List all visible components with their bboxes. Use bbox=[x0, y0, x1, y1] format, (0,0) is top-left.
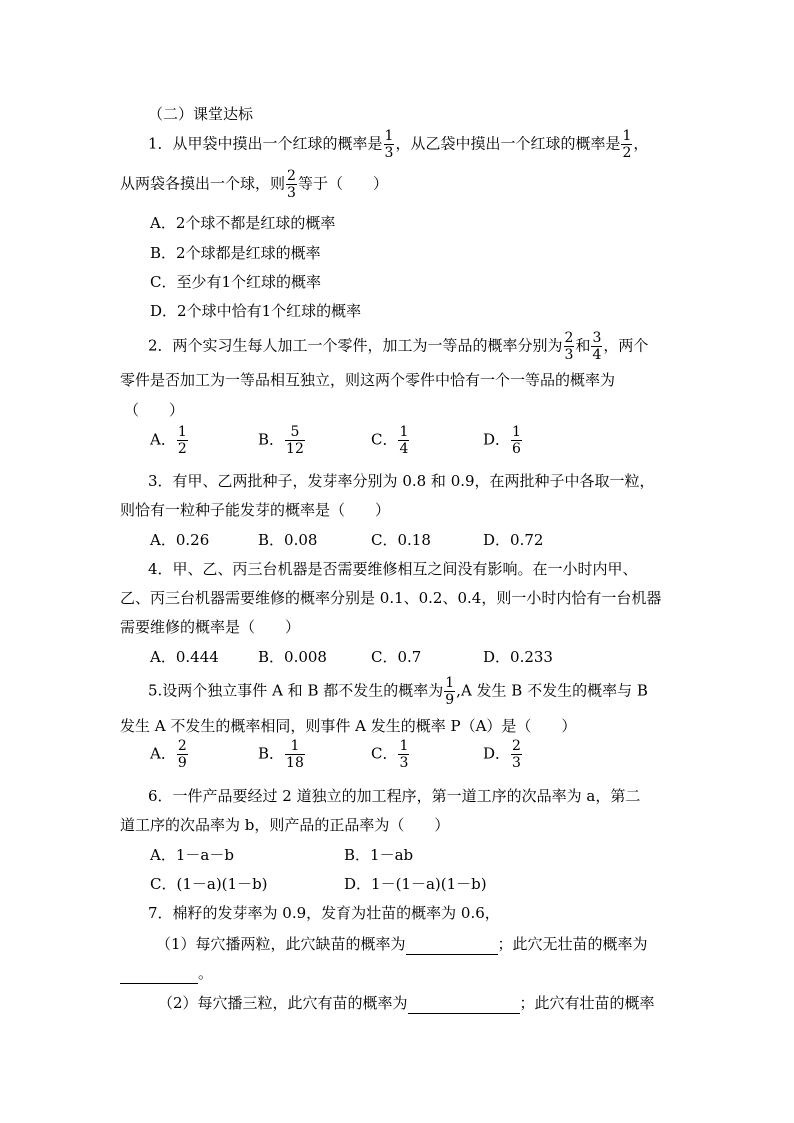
q1-text-e: 等于（ ） bbox=[297, 174, 388, 193]
q5-option-b-frac: $\frac{1}{18}$ bbox=[286, 738, 304, 771]
q1-frac-3: $\frac{2}{3}$ bbox=[287, 168, 296, 201]
q3-line2: 则恰有一粒种子能发芽的概率是（ ） bbox=[120, 501, 391, 519]
q4-option-a: A．0.444 bbox=[150, 648, 219, 666]
q4-line2: 乙、丙三台机器需要维修的概率分别是 0.1、0.2、0.4，则一小时内恰有一台机器 bbox=[120, 589, 662, 607]
q2-frac-1: $\frac{2}{3}$ bbox=[564, 330, 574, 363]
q6-option-b: B．1－ab bbox=[344, 846, 414, 864]
q1-option-b: B．2个球都是红球的概率 bbox=[150, 244, 321, 262]
q6-option-a: A．1－a－b bbox=[150, 846, 234, 864]
q1-line1 bbox=[148, 128, 648, 161]
q2-line1 bbox=[148, 330, 648, 363]
q2-option-c: C． $\frac{1}{4}$ bbox=[371, 424, 409, 457]
q5-text-b: ,A 发生 B 不发生的概率与 B bbox=[456, 681, 648, 700]
q2-text-a: 2．两个实习生每人加工一个零件，加工为一等品的概率分别为 bbox=[148, 336, 563, 355]
q2-text-and: 和 bbox=[575, 336, 591, 355]
q7-blank-2[interactable] bbox=[120, 963, 198, 984]
q7-blank-3[interactable] bbox=[408, 993, 520, 1014]
q1-option-d: D．2个球中恰有1个红球的概率 bbox=[150, 302, 362, 320]
q2-frac-2: $\frac{3}{4}$ bbox=[592, 330, 602, 363]
q4-option-c: C．0.7 bbox=[371, 648, 422, 666]
q2-option-b: B． $\frac{5}{12}$ bbox=[258, 424, 304, 457]
q3-option-b: B．0.08 bbox=[258, 531, 318, 549]
q7-sub2 bbox=[158, 993, 655, 1014]
q4-option-d: D．0.233 bbox=[483, 648, 553, 666]
q5-frac-1: $\frac{1}{9}$ bbox=[445, 675, 455, 708]
q1-option-a: A．2个球不都是红球的概率 bbox=[150, 214, 336, 232]
q1-line2 bbox=[120, 168, 388, 201]
q2-line2: 零件是否加工为一等品相互独立，则这两个零件中恰有一个一等品的概率为 bbox=[120, 371, 616, 389]
q5-option-c: C． $\frac{1}{3}$ bbox=[371, 738, 409, 771]
q1-text-c: ， bbox=[633, 134, 649, 153]
q6-line1: 6．一件产品要经过 2 道独立的加工程序，第一道工序的次品率为 a，第二 bbox=[148, 787, 641, 805]
q2-option-d: D． $\frac{1}{6}$ bbox=[483, 424, 521, 457]
q7-sub2-text-b: ；此穴有壮苗的概率 bbox=[519, 994, 655, 1012]
q2-option-a: A． $\frac{1}{2}$ bbox=[150, 424, 187, 457]
q7-sub1-text-a: （1）每穴播两粒，此穴缺苗的概率为 bbox=[156, 935, 406, 953]
q7-sub1-text-c: 。 bbox=[198, 964, 214, 982]
q5-line2: 发生 A 不发生的概率相同，则事件 A 发生的概率 P（A）是（ ） bbox=[120, 717, 577, 735]
q5-option-a: A． $\frac{2}{9}$ bbox=[150, 738, 187, 771]
q4-line1: 4．甲、乙、丙三台机器是否需要维修相互之间没有影响。在一小时内甲、 bbox=[148, 560, 638, 578]
q5-line1 bbox=[148, 675, 648, 708]
q2-text-b: ，两个 bbox=[603, 336, 649, 355]
q5-text-a: 5.设两个独立事件 A 和 B 都不发生的概率为 bbox=[148, 681, 444, 700]
q2-option-b-frac: $\frac{5}{12}$ bbox=[286, 424, 304, 457]
q1-text-a: 1．从甲袋中摸出一个红球的概率是 bbox=[148, 134, 383, 153]
q1-text-b: ，从乙袋中摸出一个红球的概率是 bbox=[395, 134, 621, 153]
q4-option-b: B．0.008 bbox=[258, 648, 327, 666]
q5-option-a-frac: $\frac{2}{9}$ bbox=[177, 738, 187, 771]
q5-option-b: B． $\frac{1}{18}$ bbox=[258, 738, 304, 771]
section-title: （二）课堂达标 bbox=[148, 105, 254, 123]
q2-option-d-frac: $\frac{1}{6}$ bbox=[512, 424, 521, 457]
q3-option-a: A．0.26 bbox=[150, 531, 210, 549]
q7-line1: 7．棉籽的发芽率为 0.9，发育为壮苗的概率为 0.6， bbox=[148, 904, 500, 922]
q3-line1: 3．有甲、乙两批种子，发芽率分别为 0.8 和 0.9，在两批种子中各取一粒， bbox=[148, 472, 655, 490]
q5-option-d-frac: $\frac{2}{3}$ bbox=[512, 738, 521, 771]
q3-option-d: D．0.72 bbox=[483, 531, 544, 549]
q2-option-c-frac: $\frac{1}{4}$ bbox=[399, 424, 409, 457]
q6-option-d: D．1－(1－a)(1－b) bbox=[344, 875, 487, 893]
q5-option-c-frac: $\frac{1}{3}$ bbox=[399, 738, 409, 771]
q1-frac-1: $\frac{1}{3}$ bbox=[384, 128, 394, 161]
q5-option-d: D． $\frac{2}{3}$ bbox=[483, 738, 521, 771]
q7-blank-1[interactable] bbox=[406, 934, 498, 955]
q7-sub1-text-b: ；此穴无壮苗的概率为 bbox=[497, 935, 648, 953]
q7-sub1 bbox=[156, 934, 648, 955]
q4-line3: 需要维修的概率是（ ） bbox=[120, 618, 301, 636]
q1-text-d: 从两袋各摸出一个球，则 bbox=[120, 174, 286, 193]
q6-option-c: C．(1－a)(1－b) bbox=[150, 875, 268, 893]
q2-option-a-frac: $\frac{1}{2}$ bbox=[177, 424, 187, 457]
q7-sub1-cont bbox=[120, 963, 213, 984]
q2-line3: （ ） bbox=[124, 401, 185, 419]
q3-option-c: C．0.18 bbox=[371, 531, 431, 549]
q6-line2: 道工序的次品率为 b，则产品的正品率为（ ） bbox=[120, 816, 450, 834]
q7-sub2-text-a: （2）每穴播三粒，此穴有苗的概率为 bbox=[158, 994, 408, 1012]
q1-option-c: C．至少有1个红球的概率 bbox=[150, 273, 322, 291]
q1-frac-2: $\frac{1}{2}$ bbox=[622, 128, 632, 161]
